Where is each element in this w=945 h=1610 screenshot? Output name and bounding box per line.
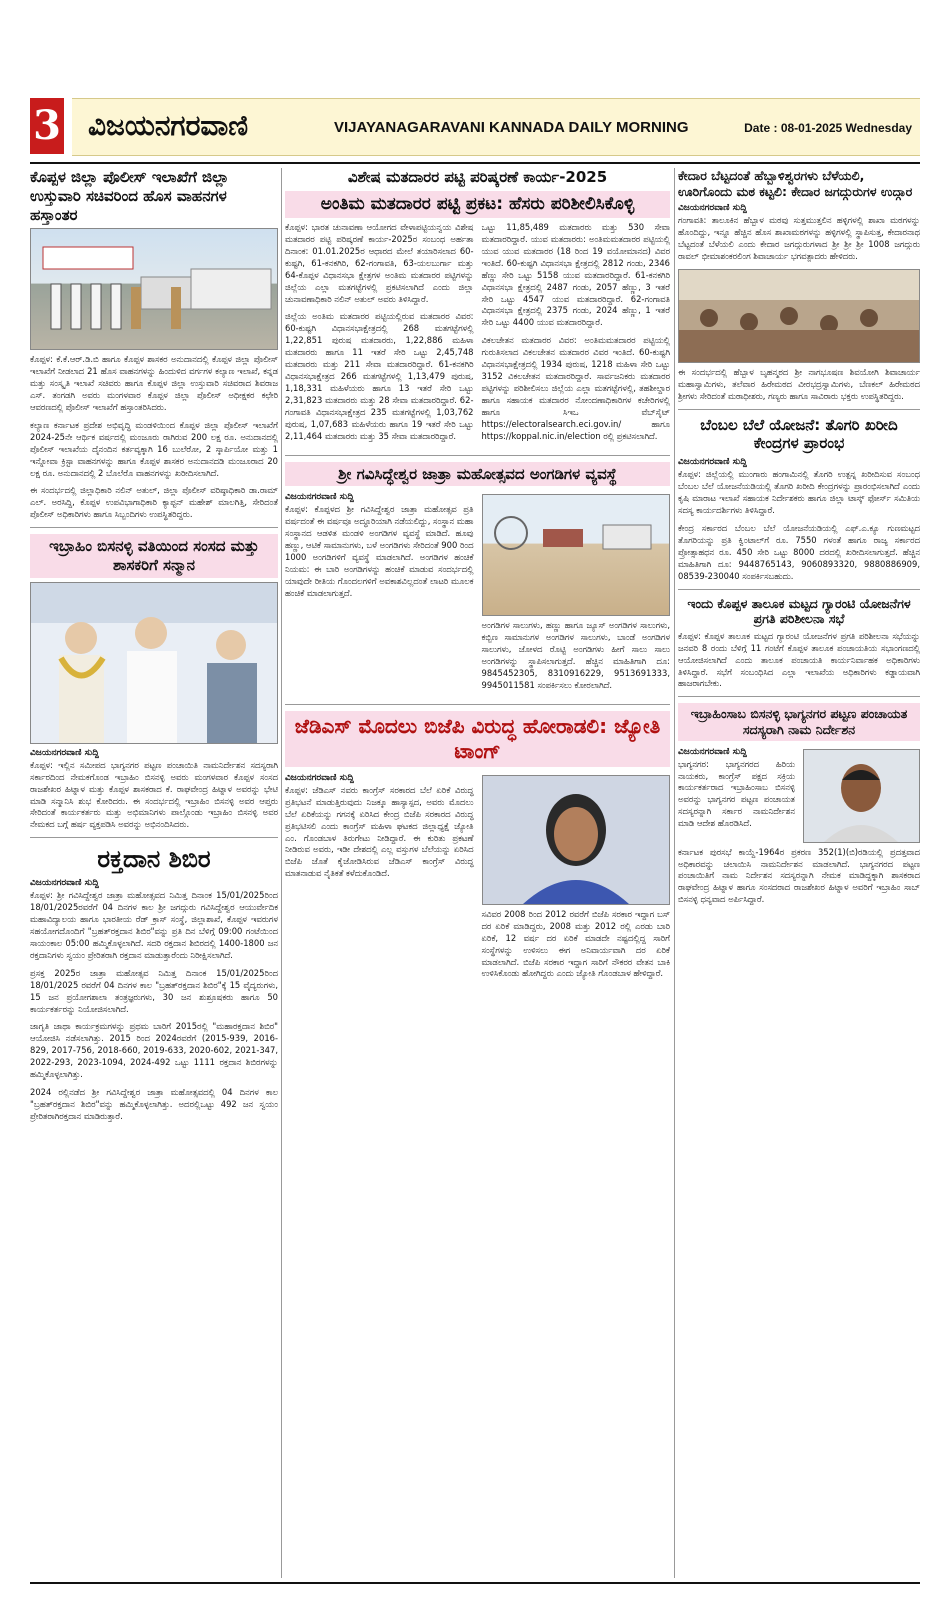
article-body: ಜಾಗೃತಿ ಜಾಥಾ ಕಾರ್ಯಕ್ರಮಗಳನ್ನು ಪ್ರಥಮ ಬಾರಿಗೆ 2015ರಲ್ಲಿ "ಮಹಾರಕ್ತದಾನ ಶಿಬಿರ" ಆಯೋಜಿಸಿ ನಡೆಸಲಾಗಿತ್ತು. 2015 ರಿಂದ 2024ರವರೆಗೆ (2015-939, 2016-829, 2017-756, 2018-660, 2019-633, 2020-602, 2021-347, 2022-293, 2023-1094, 2024-492 ಒಟ್ಟು 1111 ರಕ್ತದಾನ ಶಿಬಿರಗಳನ್ನು ಹಮ್ಮಿಕೊಳ್ಳಲಾಗಿತ್ತು. bbox=[30, 1021, 278, 1080]
article-body: ಈ ಸಂದರ್ಭದಲ್ಲಿ ಹೆಬ್ಬಾಳ ಬೃಹನ್ಮಠದ ಶ್ರೀ ನಾಗಭೂಷಣ ಶಿವಯೋಗಿ ಶಿವಾಚಾರ್ಯ ಮಹಾಸ್ವಾಮಿಗಳು, ತಲೆವಾರ ಹಿರೇಮಠದ ವೀರಭದ್ರಸ್ವಾಮಿಗಳು, ಬೆಣಕಲ್ ಹಿರೇಮಠದ ಶ್ರೀಗಳು ಸೇರಿದಂತೆ ಮಠಾಧೀಶರು, ಗಣ್ಯರು ಹಾಗೂ ಸಾವಿರಾರು ಭಕ್ತರು ಉಪಸ್ಥಿತರಿದ್ದರು. bbox=[678, 366, 920, 401]
article-body: ಅಂಗಡಿಗಳ ಸಾಲುಗಳು, ಹಣ್ಣು ಹಾಗೂ ಜ್ಯೂಸ್ ಅಂಗಡಿಗಳ ಸಾಲುಗಳು, ಕಬ್ಬಿಣ ಸಾಮಾನುಗಳ ಅಂಗಡಿಗಳ ಸಾಲುಗಳು, ಬಾಂಡೆ ಅಂಗಡಿಗಳ ಸಾಲುಗಳು, ಜೋಳದ ರೊಟ್ಟಿ ಅಂಗಡಿಗಳು ಹೀಗೆ ಸಾಲು ಸಾಲು ಅಂಗಡಿಗಳನ್ನು ಸ್ಥಾಪಿಸಲಾಗುತ್ತದೆ. ಹೆಚ್ಚಿನ ಮಾಹಿತಿಗಾಗಿ ದೂ: 9845452305, 8310916229, 9513691333, 9945011581 ಸಂಪರ್ಕಿಸಲು ಕೋರಲಾಗಿದೆ. bbox=[481, 620, 670, 690]
page-number: 3 bbox=[30, 98, 64, 154]
article-body: ಕೇಂದ್ರ ಸರ್ಕಾರದ ಬೆಂಬಲ ಬೆಲೆ ಯೋಜನೆಯಡಿಯಲ್ಲಿ ಎಫ್.ಎ.ಕ್ಯೂ ಗುಣಮಟ್ಟದ ತೊಗರಿಯನ್ನು ಪ್ರತಿ ಕ್ವಿಂಟಾಲ್‌ಗೆ ರೂ. 7550 ಗಳಂತೆ ಹಾಗೂ ರಾಜ್ಯ ಸರ್ಕಾರದ ಪ್ರೋತ್ಸಾಹಧನ ರೂ. 450 ಸೇರಿ ಒಟ್ಟು 8000 ದರದಲ್ಲಿ ಖರೀದಿಸಲಾಗುತ್ತದೆ. ಹೆಚ್ಚಿನ ಮಾಹಿತಿಗಾಗಿ ದೂ: 9448765143, 9060893320, 9880886909, 08539-230040 ಸಂಪರ್ಕಿಸಬಹುದು. bbox=[678, 522, 920, 581]
fairground-photo-icon bbox=[483, 495, 669, 615]
column-divider bbox=[281, 168, 282, 1578]
headline: ಕೊಪ್ಪಳ ಜಿಲ್ಲಾ ಪೊಲೀಸ್ ಇಲಾಖೆಗೆ ಜಿಲ್ಲಾ ಉಸ್ತುವಾರಿ ಸಚಿವರಿಂದ ಹೊಸ ವಾಹನಗಳ ಹಸ್ತಾಂತರ bbox=[30, 168, 229, 224]
headline: ಕೇದಾರ ಬೆಟ್ಟದಂತೆ ಹೆಬ್ಬಾಳಿಶ್ವರಗಳು ಬೆಳೆಯಲಿ, ಊರಿಗೊಂದು ಮಠ ಕಟ್ಟಲಿ: ಕೇದಾರ ಜಗದ್ಗುರುಗಳ ಉದ್ಗಾರ bbox=[678, 168, 913, 199]
article-blood-donation bbox=[30, 844, 278, 1123]
article-body: ಕೊಪ್ಪಳ: ಶ್ರೀ ಗವಿಸಿದ್ದೇಶ್ವರ ಜಾತ್ರಾ ಮಹೋತ್ಸವದ ನಿಮಿತ್ತ ದಿನಾಂಕ 15/01/2025ರಿಂದ 18/01/2025ರವರೆಗೆ 04 ದಿನಗಳ ಕಾಲ ಶ್ರೀ ಜಗದ್ಗುರು ಗವಿಸಿದ್ದೇಶ್ವರ ಆಯುರ್ವೇದಿಕ ಮಹಾವಿದ್ಯಾಲಯ ಹಾಗೂ ಭಾರತೀಯ ರೆಡ್ ಕ್ರಾಸ್ ಸಂಸ್ಥೆ, ಜಿಲ್ಲಾಶಾಖೆ, ಕೊಪ್ಪಳ ಇವರುಗಳ ಸಹಯೋಗದೊಂದಿಗೆ "ಬ್ರಹತ್‌ರಕ್ತದಾನ ಶಿಬಿರ"ವನ್ನು ಪ್ರತಿ ದಿನ ಬೆಳಿಗ್ಗೆ 09:00 ಗಂಟೆಯಿಂದ ಸಾಯಂಕಾಲ 05:00 ಹಮ್ಮಿಕೊಳ್ಳಲಾಗಿದೆ. ಸದರಿ ರಕ್ತದಾನ ಶಿಬಿರದಲ್ಲಿ 1400-1800 ಜನ ರಕ್ತದಾನಿಗಳು ಸ್ವಯಂ ಪ್ರೇರಿತರಾಗಿ ರಕ್ತದಾನ ಮಾಡುತ್ತಾರೆಂದು ನಿರೀಕ್ಷಿಸಲಾಗಿದೆ. bbox=[30, 890, 278, 960]
article-body: ಜಿಲ್ಲೆಯ ಅಂತಿಮ ಮತದಾರರ ಪಟ್ಟಿಯಲ್ಲಿರುವ ಮತದಾರರ ವಿವರ: 60-ಕುಷ್ಟಗಿ ವಿಧಾನಸಭಾಕ್ಷೇತ್ರದಲ್ಲಿ 268 ಮತಗಟ್ಟೆಗಳಲ್ಲಿ 1,22,851 ಪುರುಷ ಮತದಾರರು, 1,22,886 ಮಹಿಳಾ ಮತದಾರರು ಹಾಗೂ 11 ಇತರೆ ಸೇರಿ ಒಟ್ಟು 2,45,748 ಮತದಾರರು ಮತ್ತು 211 ಸೇವಾ ಮತದಾರರಿದ್ದಾರೆ. 61-ಕನಕಗಿರಿ ವಿಧಾನಸಭಾಕ್ಷೇತ್ರದ 266 ಮತಗಟ್ಟೆಗಳಲ್ಲಿ 1,13,479 ಪುರುಷ, 1,18,331 ಮಹಿಳೆಯರು ಹಾಗೂ 13 ಇತರೆ ಸೇರಿ ಒಟ್ಟು 2,31,823 ಮತದಾರರು ಮತ್ತು 28 ಸೇವಾ ಮತದಾರರಿದ್ದಾರೆ. 62-ಗಂಗಾವತಿ ವಿಧಾನಸಭಾಕ್ಷೇತ್ರದ 235 ಮತಗಟ್ಟೆಗಳಲ್ಲಿ 1,03,762 ಪುರುಷ, 1,07,683 ಮಹಿಳೆಯರು ಹಾಗೂ 19 ಇತರೆ ಸೇರಿ ಒಟ್ಟು 2,11,464 ಮತದಾರರು ಮತ್ತು 35 ಸೇವಾ ಮತದಾರರಿದ್ದಾರೆ. bbox=[285, 311, 474, 441]
news-photo bbox=[482, 494, 671, 616]
byline: ವಿಜಯನಗರವಾಣಿ ಸುದ್ದಿ bbox=[678, 457, 747, 468]
article-voter-list bbox=[285, 168, 670, 449]
headline: ಶ್ರೀ ಗವಿಸಿದ್ಧೇಶ್ವರ ಜಾತ್ರಾ ಮಹೋತ್ಸವದ ಅಂಗಡಿಗಳ ವ್ಯವಸ್ಥೆ bbox=[285, 462, 670, 487]
masthead-title-kannada: ವಿಜಯನಗರವಾಣಿ bbox=[88, 109, 249, 142]
divider bbox=[678, 696, 920, 697]
byline: ವಿಜಯನಗರವಾಣಿ ಸುದ್ದಿ bbox=[30, 878, 99, 889]
headline: ಇಂದು ಕೊಪ್ಪಳ ತಾಲೂಕ ಮಟ್ಟದ ಗ್ಯಾರಂಟಿ ಯೋಜನೆಗಳ ಪ್ರಗತಿ ಪರಿಶೀಲನಾ ಸಭೆ bbox=[687, 595, 911, 627]
police-vehicles-photo-icon bbox=[31, 229, 278, 349]
article-jds-bjp bbox=[285, 711, 670, 987]
masthead bbox=[30, 92, 920, 160]
article-body: ಕೊಪ್ಪಳ: ಜಿಲ್ಲೆಯಲ್ಲಿ ಮುಂಗಾರು ಹಂಗಾಮಿನಲ್ಲಿ ತೊಗರಿ ಉತ್ಪನ್ನ ಖರೀದಿಸುವ ಸಂಬಂಧ ಬೆಂಬಲ ಬೆಲೆ ಯೋಜನೆಯಡಿಯಲ್ಲಿ ತೊಗರಿ ಖರೀದಿ ಕೇಂದ್ರಗಳನ್ನು ಪ್ರಾರಂಭಿಸಲಾಗಿದೆ ಎಂದು ಕೃಷಿ ಮಾರಾಟ ಇಲಾಖೆ ಸಹಾಯಕ ನಿರ್ದೇಶಕರು ಹಾಗೂ ಜಿಲ್ಲಾ ಟಾಸ್ಕ್ ಫೋರ್ಸ್ ಸಮಿತಿಯ ಸದಸ್ಯ ಕಾರ್ಯದರ್ಶಿಗಳು ತಿಳಿಸಿದ್ದಾರೆ. bbox=[678, 469, 920, 515]
divider bbox=[30, 527, 278, 528]
masthead-title-english: VIJAYANAGARAVANI KANNADA DAILY MORNING bbox=[334, 119, 689, 136]
article-body: ಈ ಸಂದರ್ಭದಲ್ಲಿ ಜಿಲ್ಲಾಧಿಕಾರಿ ನಲಿನ್ ಅತುಲ್, ಜಿಲ್ಲಾ ಪೊಲೀಸ್ ವರಿಷ್ಠಾಧಿಕಾರಿ ಡಾ.ರಾಮ್ ಎಲ್. ಅರಸಿದ್ದಿ, ಕೊಪ್ಪಳ ಉಪವಿಭಾಗಾಧಿಕಾರಿ ಕ್ಯಾಪ್ಟನ್ ಮಹೇಶ್ ಮಾಲಗಿತ್ತಿ, ಸೇರಿದಂತೆ ಪೊಲೀಸ್ ಅಧಿಕಾರಿಗಳು ಹಾಗೂ ಸಿಬ್ಬಂದಿಗಳು ಉಪಸ್ಥಿತರಿದ್ದರು. bbox=[30, 485, 278, 520]
article-body: ಭಾಗ್ಯನಗರ: ಭಾಗ್ಯನಗರದ ಹಿರಿಯ ನಾಯಕರು, ಕಾಂಗ್ರೆಸ್ ಪಕ್ಷದ ಸಕ್ರಿಯ ಕಾರ್ಯಕರ್ತರಾದ ಇಬ್ರಾಹಿಂಸಾಬ ಬಿಸನಳ್ಳಿ ಅವರನ್ನು ಭಾಗ್ಯನಗರ ಪಟ್ಟಣ ಪಂಚಾಯತ ಸದಸ್ಯರನ್ನಾಗಿ ಸರ್ಕಾರ ನಾಮನಿರ್ದೇಶನ ಮಾಡಿ ಆದೇಶ ಹೊರಡಿಸಿದೆ. bbox=[678, 758, 795, 829]
gathering-photo-icon bbox=[679, 270, 920, 362]
felicitation-photo-icon bbox=[31, 583, 278, 743]
woman-portrait-icon bbox=[483, 776, 669, 904]
article-body: ಸವಿವರ 2008 ರಿಂದ 2012 ರವರೆಗೆ ಬಿಜೆಪಿ ಸರಕಾರ ಇದ್ದಾಗ ಬಸ್ ದರ ಏರಿಕೆ ಮಾಡಿದ್ದರು, 2008 ಮತ್ತು 2012 ರಲ್ಲಿ ಎರಡು ಬಾರಿ ಏರಿಕೆ, 12 ವರ್ಷ ದರ ಏರಿಕೆ ಮಾಡದೇ ನಷ್ಟದಲ್ಲಿದ್ದ ಸಾರಿಗೆ ಸಂಸ್ಥೆಗಳನ್ನು ಉಳಿಸಲು ಈಗ ಅನಿವಾರ್ಯವಾಗಿ ದರ ಏರಿಕೆ ಮಾಡಲಾಗಿದೆ. ಬಿಜೆಪಿ ಸರಕಾರ ಇದ್ದಾಗ ಸಾರಿಗೆ ನೌಕರರ ವೇತನ ಬಾಕಿ ಉಳಿಸಿಕೊಂಡು ಹೋಗಿದ್ದರು ಎಂದು ಜ್ಯೋತಿ ಗೊಂಡಬಾಳ ಹೇಳಿದ್ದಾರೆ. bbox=[481, 908, 670, 979]
byline: ವಿಜಯನಗರವಾಣಿ ಸುದ್ದಿ bbox=[285, 772, 354, 783]
byline: ವಿಜಯನಗರವಾಣಿ ಸುದ್ದಿ bbox=[678, 746, 747, 757]
article-body: ಕೊಪ್ಪಳ: ಕೊಪ್ಪಳದ ಶ್ರೀ ಗವಿಸಿದ್ದೇಶ್ವರ ಜಾತ್ರಾ ಮಹೋತ್ಸವ ಪ್ರತಿ ವರ್ಷದಂತೆ ಈ ವರ್ಷವೂ ಅದ್ಧೂರಿಯಾಗಿ ನಡೆಯಲಿದ್ದು, ಸಂಸ್ಥಾನ ಮಹಾ ಸಂಸ್ಥಾನದ ಆಡಳಿತ ಮಂಡಳಿ ಅಂಗಡಿಗಳ ವ್ಯವಸ್ಥೆ ಮಾಡಿದೆ. ಹೂವು ಹಣ್ಣು, ಆಟಿಕೆ ಸಾಮಾನುಗಳು, ಬಳೆ ಅಂಗಡಿಗಳು ಸೇರಿದಂತೆ 900 ರಿಂದ 1000 ಅಂಗಡಿಗಳಿಗೆ ವ್ಯವಸ್ಥೆ ಮಾಡಲಾಗಿದೆ. ಅಂಗಡಿಗಳ ಹಂಚಿಕೆ ನಿಯಮ: ಈ ಬಾರಿ ಅಂಗಡಿಗಳನ್ನು ಹಂಚಿಕೆ ಮಾಡುವ ಸಂದರ್ಭದಲ್ಲಿ ಯಾವುದೇ ರೀತಿಯ ಗೊಂದಲಗಳಿಗೆ ಅವಕಾಶವಿಲ್ಲದಂತೆ ಲಾಟರಿ ಮೂಲಕ ಹಂಚಿಕೆ ಮಾಡಲಾಗುತ್ತದೆ. bbox=[285, 504, 474, 598]
article-body: ಕೊಪ್ಪಳ: ಕೆ.ಕೆ.ಆರ್.ಡಿ.ಬಿ ಹಾಗೂ ಕೊಪ್ಪಳ ಶಾಸಕರ ಅನುದಾನದಲ್ಲಿ ಕೊಪ್ಪಳ ಜಿಲ್ಲಾ ಪೊಲೀಸ್ ಇಲಾಖೆಗೆ ನೀಡಲಾದ 21 ಹೊಸ ವಾಹನಗಳನ್ನು ಹಿಂದುಳಿದ ವರ್ಗಗಳ ಕಲ್ಯಾಣ ಇಲಾಖೆ, ಕನ್ನಡ ಮತ್ತು ಸಂಸ್ಕೃತಿ ಇಲಾಖೆ ಸಚಿವರು ಹಾಗೂ ಕೊಪ್ಪಳ ಜಿಲ್ಲಾ ಉಸ್ತುವಾರಿ ಸಚಿವರಾದ ಶಿವರಾಜ ಎಸ್. ತಂಗಡಗಿ ಅವರು ಮಂಗಳವಾರ ಕೊಪ್ಪಳ ಜಿಲ್ಲಾ ಪೊಲೀಸ್ ಅಧೀಕ್ಷಕರ ಕಛೇರಿ ಆವರಣದಲ್ಲಿ ಪೊಲೀಸ್ ಇಲಾಖೆಗೆ ಹಸ್ತಾಂತರಿಸಿದರು. bbox=[30, 354, 278, 412]
article-tur-procurement bbox=[678, 416, 920, 583]
divider bbox=[285, 704, 670, 705]
article-felicitation bbox=[30, 534, 278, 831]
article-kedar-jagadguru bbox=[678, 168, 920, 403]
masthead-bar bbox=[72, 98, 920, 156]
column-left bbox=[30, 168, 278, 1578]
article-body: ಕೊಪ್ಪಳ: ಕೊಪ್ಪಳ ತಾಲೂಕ ಮಟ್ಟದ ಗ್ಯಾರಂಟಿ ಯೋಜನೆಗಳ ಪ್ರಗತಿ ಪರಿಶೀಲನಾ ಸಭೆಯನ್ನು ಜನವರಿ 8 ರಂದು ಬೆಳಿಗ್ಗೆ 11 ಗಂಟೆಗೆ ಕೊಪ್ಪಳ ತಾಲೂಕ ಪಂಚಾಯತಿಯ ಸಭಾಂಗಣದಲ್ಲಿ ಆಯೋಜಿಸಲಾಗಿದೆ ಎಂದು ತಾಲೂಕ ಪಂಚಾಯತಿ ಕಾರ್ಯನಿರ್ವಾಹಕ ಅಧಿಕಾರಿಗಳು ತಿಳಿಸಿದ್ದಾರೆ. ಸಭೆಗೆ ಸಂಬಂಧಿಸಿದ ಎಲ್ಲಾ ಇಲಾಖೆಯ ಅಧಿಕಾರಿಗಳು ಕಡ್ಡಾಯವಾಗಿ ಹಾಜರಾಗಬೇಕು. bbox=[678, 630, 920, 689]
headline: ಬೆಂಬಲ ಬೆಲೆ ಯೋಜನೆ: ತೊಗರಿ ಖರೀದಿ ಕೇಂದ್ರಗಳ ಪ್ರಾರಂಭ bbox=[700, 415, 898, 453]
headline: ಇಬ್ರಾಹಿಂ ಬಿಸನಳ್ಳಿ ವತಿಯಿಂದ ಸಂಸದ ಮತ್ತು ಶಾಸಕರಿಗೆ ಸನ್ಮಾನ bbox=[30, 534, 278, 578]
byline: ವಿಜಯನಗರವಾಣಿ ಸುದ್ದಿ bbox=[285, 492, 354, 503]
portrait-photo bbox=[482, 775, 671, 905]
article-body: ಒಟ್ಟು 11,85,489 ಮತದಾರರು ಮತ್ತು 530 ಸೇವಾ ಮತದಾರರಿದ್ದಾರೆ. ಯುವ ಮತದಾರರು: ಅಂತಿಮಮತದಾರರ ಪಟ್ಟಿಯಲ್ಲಿ ಯುವ ಯುವ ಮತದಾರರ (18 ರಿಂದ 19 ವಯೋಮಾನದ) ವಿವರ ಇಂತಿದೆ. 60-ಕುಷ್ಟಗಿ ವಿಧಾನಸಭಾ ಕ್ಷೇತ್ರದಲ್ಲಿ 2812 ಗಂಡು, 2346 ಹೆಣ್ಣು ಸೇರಿ ಒಟ್ಟು 5158 ಯುವ ಮತದಾರರಿದ್ದಾರೆ. 61-ಕನಕಗಿರಿ ವಿಧಾನಸಭಾ ಕ್ಷೇತ್ರದಲ್ಲಿ 2487 ಗಂಡು, 2057 ಹೆಣ್ಣು, 3 ಇತರೆ ಸೇರಿ ಒಟ್ಟು 4547 ಯುವ ಮತದಾರರಿದ್ದಾರೆ. 62-ಗಂಗಾವತಿ ವಿಧಾನಸಭಾ ಕ್ಷೇತ್ರದಲ್ಲಿ 2375 ಗಂಡು, 2024 ಹೆಣ್ಣು, 1 ಇತರೆ ಸೇರಿ ಒಟ್ಟು 4400 ಯುವ ಮತದಾರರಿದ್ದಾರೆ. bbox=[481, 222, 670, 328]
article-body: ಗಂಗಾವತಿ: ತಾಲೂಕಿನ ಹೆಬ್ಬಾಳ ಮಠವು ಸುತ್ತಮುತ್ತಲಿನ ಹಳ್ಳಿಗಳಲ್ಲಿ ಶಾಖಾ ಮಠಗಳನ್ನು ಹೊಂದಿದ್ದು, ಇನ್ನೂ ಹೆಚ್ಚಿನ ಹೊಸ ಶಾಖಾಮಠಗಳನ್ನು ಹಳ್ಳಿಗಳಲ್ಲಿ ಸ್ಥಾಪಿಸುತ್ತ, ಕೇದಾರನಾಥ ಬೆಟ್ಟದಂತೆ ಬೆಳೆಯಲಿ ಎಂದು ಕೇದಾರ ಜಗದ್ಗುರುಗಳಾದ ಶ್ರೀ ಶ್ರೀ ಶ್ರೀ 1008 ಜಗದ್ಗುರು ರಾವಲ್ ಭೀಮಾಶಂಕರಲಿಂಗ ಶಿವಾಚಾರ್ಯ ಭಗವತ್ಪಾದರು ಹೇಳಿದರು. bbox=[678, 215, 920, 262]
footer-rule bbox=[30, 1582, 920, 1584]
divider bbox=[678, 589, 920, 590]
masthead-divider bbox=[30, 162, 920, 164]
kicker: ವಿಶೇಷ ಮತದಾರರ ಪಟ್ಟಿ ಪರಿಷ್ಕರಣೆ ಕಾರ್ಯ-2025 bbox=[347, 168, 608, 186]
portrait-photo bbox=[803, 749, 920, 843]
article-body: ಕೊಪ್ಪಳ: ಜೆಡಿಎಸ್ ನವರು ಕಾಂಗ್ರೆಸ್ ಸರಕಾರದ ಬೆಲೆ ಏರಿಕೆ ವಿರುದ್ಧ ಪ್ರತಿಭಟನೆ ಮಾಡುತ್ತಿರುವುದು ನಿಜಕ್ಕೂ ಹಾಸ್ಯಾಸ್ಪದ, ಅವರು ಮೊದಲು ಬೆಲೆ ಏರಿಕೆಯನ್ನು ಗಗನಕ್ಕೆ ಏರಿಸಿದ ಕೇಂದ್ರ ಬಿಜೆಪಿ ಸರಕಾರದ ವಿರುದ್ಧ ಪ್ರತಿಭಟಿಸಲಿ ಎಂದು ಕಾಂಗ್ರೆಸ್ ಮಹಿಳಾ ಘಟಕದ ಜಿಲ್ಲಾಧ್ಯಕ್ಷೆ ಜ್ಯೋತಿ ಎಂ. ಗೊಂಡಬಾಳ ತಿರುಗೇಟು ನೀಡಿದ್ದಾರೆ. ಈ ಕುರಿತು ಪ್ರಕಟಣೆ ನೀಡಿರುವ ಅವರು, ಇಡೀ ದೇಶದಲ್ಲಿ ಎಲ್ಲ ವಸ್ತುಗಳ ಬೆಲೆಯನ್ನು ಏರಿಸಿದ ಬಿಜೆಪಿ ಜೊತೆ ಕೈಜೋಡಿಸಿರುವ ಜೆಡಿಎಸ್ ಕಾಂಗ್ರೆಸ್ ವಿರುದ್ಧ ಮಾತನಾಡುವ ನೈತಿಕತೆ ಕಳೆದುಕೊಂಡಿದೆ. bbox=[285, 784, 474, 879]
article-fair-shops bbox=[285, 462, 670, 698]
column-middle bbox=[285, 168, 670, 1578]
news-photo bbox=[30, 228, 278, 350]
article-body: ಕರ್ನಾಟಕ ಪುರಸಭೆ ಕಾಯ್ದೆ-1964ರ ಪ್ರಕರಣ 352(1)(ಬಿ)ರಡಿಯಲ್ಲಿ ಪ್ರದತ್ತವಾದ ಅಧಿಕಾರವನ್ನು ಚಲಾಯಿಸಿ ನಾಮನಿರ್ದೇಶನ ಮಾಡಲಾಗಿದೆ. ಭಾಗ್ಯನಗರದ ಪಟ್ಟಣ ಪಂಚಾಯಿತಿಗೆ ನಾಮ ನಿರ್ದೇಶನ ಸದಸ್ಯರನ್ನಾಗಿ ನೇಮಕ ಮಾಡಿದ್ದಕ್ಕಾಗಿ ಶಾಸಕರಾದ ರಾಘವೇಂದ್ರ ಹಿಟ್ನಾಳ ಹಾಗೂ ಸಂಸದರಾದ ರಾಜಶೇಖರ ಹಿಟ್ನಾಳ ಅವರಿಗೆ ಇಬ್ರಾಹಿಂ ಸಾಬ್ ಬಿಸನಳ್ಳಿ ಧನ್ಯವಾದ ಅರ್ಪಿಸಿದ್ದಾರೆ. bbox=[678, 846, 920, 905]
byline: ವಿಜಯನಗರವಾಣಿ ಸುದ್ದಿ bbox=[30, 747, 99, 758]
news-photo bbox=[30, 582, 278, 744]
headline: ರಕ್ತದಾನ ಶಿಬಿರ bbox=[97, 845, 211, 874]
article-police-vehicles bbox=[30, 168, 278, 521]
man-portrait-icon bbox=[804, 750, 919, 842]
divider bbox=[678, 409, 920, 410]
byline: ವಿಜಯನಗರವಾಣಿ ಸುದ್ದಿ bbox=[678, 203, 747, 214]
article-body: ಕೊಪ್ಪಳ: ಭಾರತ ಚುನಾವಣಾ ಆಯೋಗದ ವೇಳಾಪಟ್ಟಿಯನ್ವಯ ವಿಶೇಷ ಮತದಾರರ ಪಟ್ಟಿ ಪರಿಷ್ಕರಣೆ ಕಾರ್ಯ-2025ರ ಸಂಬಂಧ ಅರ್ಹತಾ ದಿನಾಂಕ: 01.01.2025ರ ಆಧಾರದ ಮೇಲೆ ತಯಾರಿಸಲಾದ 60-ಕುಷ್ಟಗಿ, 61-ಕನಕಗಿರಿ, 62-ಗಂಗಾವತಿ, 63-ಯಲಬುರ್ಗಾ ಮತ್ತು 64-ಕೊಪ್ಪಳ ವಿಧಾನಸಭಾ ಕ್ಷೇತ್ರಗಳ ಅಂತಿಮ ಮತದಾರರ ಪಟ್ಟಿಗಳನ್ನು ಜಿಲ್ಲೆಯ ಎಲ್ಲಾ ಮತಗಟ್ಟೆಗಳಲ್ಲಿ ಪ್ರಕಟಿಸಲಾಗಿದೆ ಎಂದು ಜಿಲ್ಲಾ ಚುನಾವಣಾಧಿಕಾರಿ ನಲಿನ್ ಅತುಲ್ ಅವರು ತಿಳಿಸಿದ್ದಾರೆ. bbox=[285, 222, 474, 304]
article-body: ವಿಕಲಚೇತನ ಮತದಾರರ ವಿವರ: ಅಂತಿಮಮತದಾರರ ಪಟ್ಟಿಯಲ್ಲಿ ಗುರುತಿಸಲಾದ ವಿಕಲಚೇತನ ಮತದಾರರ ವಿವರ ಇಂತಿದೆ. 60-ಕುಷ್ಟಗಿ ವಿಧಾನಸಭಾಕ್ಷೇತ್ರದಲ್ಲಿ 1934 ಪುರುಷ, 1218 ಮಹಿಳಾ ಸೇರಿ ಒಟ್ಟು 3152 ವಿಕಲಚೇತನ ಮತದಾರರಿದ್ದಾರೆ. ಸಾರ್ವಜನಿಕರು ಮತದಾರರ ಪಟ್ಟಿಗಳನ್ನು ಪರಿಶೀಲಿಸಲು ಜಿಲ್ಲೆಯ ಎಲ್ಲಾ ಮತಗಟ್ಟೆಗಳಲ್ಲಿ, ತಹಶೀಲ್ದಾರ ಹಾಗೂ ಸಹಾಯಕ ಮತದಾರರ ನೋಂದಣಾಧಿಕಾರಿಗಳ ಕಚೇರಿಗಳಲ್ಲಿ ಹಾಗೂ ಸಿಇಒ ವೆಬ್‌ಸೈಟ್ https://electoralsearch.eci.gov.in/ ಹಾಗೂ https://koppal.nic.in/election ರಲ್ಲಿ ಪ್ರಕಟಿಸಲಾಗಿದೆ. bbox=[481, 335, 670, 441]
article-guarantee-meeting bbox=[678, 596, 920, 691]
headline: ಅಂತಿಮ ಮತದಾರರ ಪಟ್ಟಿ ಪ್ರಕಟ: ಹೆಸರು ಪರಿಶೀಲಿಸಿಕೊಳ್ಳಿ bbox=[285, 191, 670, 218]
column-divider bbox=[674, 168, 675, 1578]
article-body: ಪ್ರಸಕ್ತ 2025ರ ಜಾತ್ರಾ ಮಹೋತ್ಸವ ನಿಮಿತ್ತ ದಿನಾಂಕ 15/01/2025ರಿಂದ 18/01/2025 ರವರೆಗೆ 04 ದಿನಗಳ ಕಾಲ "ಬ್ರಹತ್‌ರಕ್ತದಾನ ಶಿಬಿರ"ಕ್ಕೆ 15 ವೈದ್ಯರುಗಳು, 15 ಜನ ಪ್ರಯೋಗಶಾಲಾ ತಂತ್ರಜ್ಞರುಗಳು, 30 ಜನ ಶುಶ್ರೂಷಕರು ಹಾಗೂ 50 ಕಾರ್ಯಕರ್ತರನ್ನು ನಿಯೋಜಿಸಲಾಗಿದೆ. bbox=[30, 967, 278, 1014]
article-nomination bbox=[678, 703, 920, 906]
article-body: 2024 ರಲ್ಲಿನಡೆದ ಶ್ರೀ ಗವಿಸಿದ್ದೇಶ್ವರ ಜಾತ್ರಾ ಮಹೋತ್ಸವದಲ್ಲಿ 04 ದಿನಗಳ ಕಾಲ "ಬ್ರಹತ್‌ರಕ್ತದಾನ ಶಿಬಿರ"ವನ್ನು ಹಮ್ಮಿಕೊಳ್ಳಲಾಗಿತ್ತು. ಅದರಲ್ಲಿಒಟ್ಟು 492 ಜನ ಸ್ವಯಂ ಪ್ರೇರಿತರಾಗಿರಕ್ತದಾನ ಮಾಡಿರುತ್ತಾರೆ. bbox=[30, 1087, 278, 1121]
article-body: ಕಲ್ಯಾಣ ಕರ್ನಾಟಕ ಪ್ರದೇಶ ಅಭಿವೃದ್ಧಿ ಮಂಡಳಿಯಿಂದ ಕೊಪ್ಪಳ ಜಿಲ್ಲಾ ಪೊಲೀಸ್ ಇಲಾಖೆಗೆ 2024-25ನೇ ಆರ್ಥಿಕ ವರ್ಷದಲ್ಲಿ ಮಂಜೂರು ರಾಗಿರುವ 200 ಲಕ್ಷ ರೂ. ಅನುದಾನದಲ್ಲಿ ಪೊಲೀಸ್ ಇಲಾಖೆಯ ದೈನಂದಿನ ಕರ್ತವ್ಯಕ್ಕಾಗಿ 16 ಬುಲೆರೋ, 2 ಸ್ಕಾರ್ಪಿಯೋ ಮತ್ತು 1 ಇನ್ನೋವಾ ಕ್ರಿಸ್ಟಾ ವಾಹನಗಳನ್ನು ಹಾಗೂ ಕೊಪ್ಪಳ ಶಾಸಕರ ಅನುದಾನದಡಿ ಮಂಜೂರಾದ 20 ಲಕ್ಷ ರೂ. ಅನುದಾನದಲ್ಲಿ 2 ಬೊಲೆರೊ ವಾಹನಗಳನ್ನು ಖರೀದಿಸಲಾಗಿದೆ. bbox=[30, 419, 278, 478]
news-photo bbox=[678, 269, 920, 363]
headline: ಜೆಡಿಎಸ್ ಮೊದಲು ಬಿಜೆಪಿ ವಿರುದ್ಧ ಹೋರಾಡಲಿ: ಜ್ಯೋತಿ ಟಾಂಗ್ bbox=[285, 711, 670, 767]
article-body: ಕೊಪ್ಪಳ: ಇಲ್ಲಿನ ಸಮೀಪದ ಭಾಗ್ಯನಗರ ಪಟ್ಟಣ ಪಂಚಾಯಿತಿ ನಾಮನಿರ್ದೇಶನ ಸದಸ್ಯರಾಗಿ ಸರ್ಕಾರದಿಂದ ನೇಮಕಗೊಂಡ ಇಬ್ರಾಹಿಂ ಬಿಸನಳ್ಳಿ ಅವರು ಮಂಗಳವಾರ ಕೊಪ್ಪಳ ಸಂಸದ ರಾಜಶೇಖರ ಹಿಟ್ನಾಳ ಮತ್ತು ಕೊಪ್ಪಳ ಶಾಸಕರಾದ ಕೆ. ರಾಘವೇಂದ್ರ ಹಿಟ್ನಾಳ ಅವರನ್ನು ಭೇಟಿ ಮಾಡಿ ಸನ್ಮಾನಿಸಿ ಶುಭ ಕೋರಿದರು. ಈ ಸಂದರ್ಭದಲ್ಲಿ ಇಬ್ರಾಹಿಂ ಬಿಸನಳ್ಳಿ ಅವರ ಆಪ್ತರು ಸೇರಿದಂತೆ ಕಾರ್ಯಕರ್ತರು ಮತ್ತು ಅಭಿಮಾನಿಗಳು ಪಾಲ್ಗೊಂಡು ಇಬ್ರಾಹಿಂ ಬಿಸನಳ್ಳಿ ಅವರ ನೇಮಕದ ಬಗ್ಗೆ ಹರ್ಷ ವ್ಯಕ್ತಪಡಿಸಿ ಅವರನ್ನು ಅಭಿನಂದಿಸಿದರು. bbox=[30, 759, 278, 830]
divider bbox=[285, 455, 670, 456]
masthead-date: Date : 08-01-2025 Wednesday bbox=[744, 121, 912, 135]
headline: ಇಬ್ರಾಹಿಂಸಾಬ ಬಿಸನಳ್ಳಿ ಭಾಗ್ಯನಗರ ಪಟ್ಟಣ ಪಂಚಾಯತ ಸದಸ್ಯರಾಗಿ ನಾಮ ನಿರ್ದೇಶನ bbox=[678, 703, 920, 740]
divider bbox=[30, 837, 278, 838]
column-right bbox=[678, 168, 920, 1578]
